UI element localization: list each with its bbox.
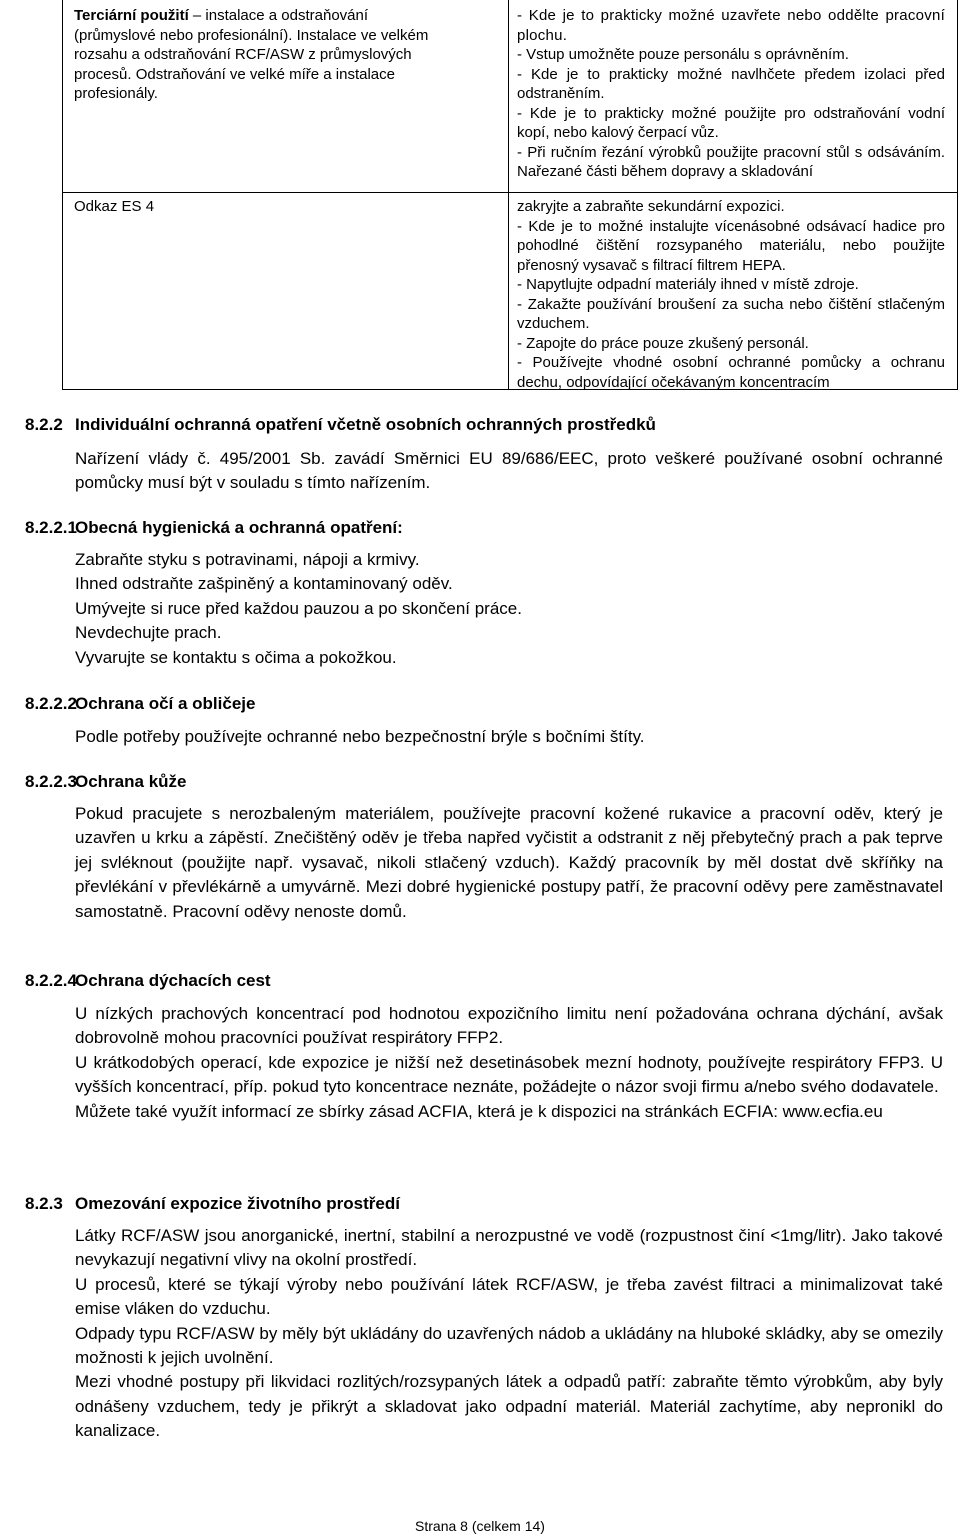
table-cell-reference xyxy=(74,197,434,217)
paragraph: U procesů, které se týkají výroby nebo používání látek RCF/ASW, je třeba zavést filtraci a minimalizovat také emise vláken do vzduchu. xyxy=(75,1274,943,1319)
section-body xyxy=(75,1002,943,1124)
section-body xyxy=(75,1224,943,1444)
table-cell-use-description xyxy=(74,6,434,104)
section-heading: Individuální ochranná opatření včetně osobních ochranných prostředků xyxy=(75,415,656,434)
section-heading: Omezování expozice životního prostředí xyxy=(75,1194,400,1213)
paragraph: Látky RCF/ASW jsou anorganické, inertní, stabilní a nerozpustné ve vodě (rozpustnost činí <1mg/litr). Jako takové nevykazují negativní vlivy na okolní prostředí. xyxy=(75,1226,943,1270)
measure-item: - Napytlujte odpadní materiály ihned v místě zdroje. xyxy=(517,276,859,293)
measure-item: - Kde je to prakticky možné použijte pro odstraňování vodní kopí, nebo kalový čerpací vůz. xyxy=(517,104,945,141)
table-cell-measures-1 xyxy=(517,6,945,182)
measure-item: - Při ručním řezání výrobků použijte pracovní stůl s odsáváním. Nařezané části během dopravy a skladování xyxy=(517,143,945,180)
page-footer: Strana 8 (celkem 14) xyxy=(415,1518,545,1534)
measure-item: - Kde je to prakticky možné navlhčete předem izolaci před odstraněním. xyxy=(517,65,945,102)
section-number: 8.2.3 xyxy=(25,1194,63,1213)
table-cell-measures-2 xyxy=(517,197,945,392)
measure-item: - Používejte vhodné osobní ochranné pomůcky a ochranu dechu, odpovídající očekávaným koncentracím xyxy=(517,354,945,391)
measure-item: - Kde je to možné instalujte vícenásobné odsávací hadice pro pohodlné čištění rozsypaného materiálu, nebo použijte přenosný vysavač s filtrací filtrem HEPA. xyxy=(517,217,945,274)
paragraph: Vyvarujte se kontaktu s očima a pokožkou. xyxy=(75,647,397,667)
section-heading: Ochrana kůže xyxy=(75,772,187,791)
table-column-divider xyxy=(508,0,509,389)
paragraph: Podle potřeby používejte ochranné nebo bezpečnostní brýle s bočními štíty. xyxy=(75,727,645,746)
paragraph: Ihned odstraňte zašpiněný a kontaminovaný oděv. xyxy=(75,574,453,594)
section-heading: Ochrana očí a obličeje xyxy=(75,694,256,713)
measure-item: - Zakažte používání broušení za sucha nebo čištění stlačeným vzduchem. xyxy=(517,295,945,332)
paragraph: Můžete také využít informací ze sbírky zásad ACFIA, která je k dispozici na stránkách ECFIA: www.ecfia.eu xyxy=(75,1101,883,1121)
paragraph: Nevdechujte prach. xyxy=(75,623,222,643)
paragraph: Nařízení vlády č. 495/2001 Sb. zavádí Směrnici EU 89/686/EEC, proto veškeré používané osobní ochranné pomůcky musí být v souladu s tímto nařízením. xyxy=(75,449,943,493)
use-label: Terciární použití xyxy=(74,7,189,24)
paragraph: Umývejte si ruce před každou pauzou a po skončení práce. xyxy=(75,598,522,618)
paragraph: Mezi vhodné postupy při likvidaci rozlitých/rozsypaných látek a odpadů patří: zabraňte těmto výrobkům, aby byly odnášeny vzduchem, tedy je přikrýt a skladovat jako odpadní materiál. Materiál zachytíme, aby nepronikl do kanalizace. xyxy=(75,1372,943,1441)
section-body xyxy=(75,725,943,749)
section-number: 8.2.2.3 xyxy=(25,772,77,791)
section-heading: Obecná hygienická a ochranná opatření: xyxy=(75,518,403,537)
section-body xyxy=(75,802,943,924)
section-body xyxy=(75,447,943,496)
paragraph: Odpady typu RCF/ASW by měly být ukládány do uzavřených nádob a ukládány na hluboké skládky, aby se omezily možnosti k jejich uvolnění. xyxy=(75,1323,943,1368)
es-reference: Odkaz ES 4 xyxy=(74,198,155,215)
paragraph: Pokud pracujete s nerozbaleným materiálem, používejte pracovní kožené rukavice a pracovní oděv, který je uzavřen u krku a zápěstí. Znečištěný oděv je třeba napřed vyčistit a odstranit z něj přebytečný prach a pak teprve jej svléknout (použijte např. vysavač, nikoli stlačený vzduch). Každý pracovník by měl dostat dvě skříňky na převlékání v převlékárně a umyvárně. Mezi dobré hygienické postupy patří, že pracovní oděvy pere zaměstnavatel samostatně. Pracovní oděvy nenoste domů. xyxy=(75,804,943,921)
use-description: – instalace a odstraňování (průmyslové nebo profesionální). Instalace ve velkém rozsahu a odstraňování RCF/ASW z průmyslových procesů. Odstraňování ve velké míře a instalace profesionály. xyxy=(74,7,429,102)
section-number: 8.2.2.1 xyxy=(25,518,77,537)
section-number: 8.2.2.4 xyxy=(25,971,77,990)
measure-item: zakryjte a zabraňte sekundární expozici. xyxy=(517,198,785,215)
measure-item: - Vstup umožněte pouze personálu s oprávněním. xyxy=(517,46,849,63)
section-number: 8.2.2 xyxy=(25,415,63,434)
table-row-divider xyxy=(63,192,957,193)
paragraph: U nízkých prachových koncentrací pod hodnotou expozičního limitu není požadována ochrana dýchání, avšak dobrovolně mohou pracovníci používat respirátory FFP2. xyxy=(75,1004,943,1048)
section-body xyxy=(75,548,943,670)
paragraph: Zabraňte styku s potravinami, nápoji a krmivy. xyxy=(75,550,420,569)
section-number: 8.2.2.2 xyxy=(25,694,77,713)
section-heading: Ochrana dýchacích cest xyxy=(75,971,271,990)
paragraph: U krátkodobých operací, kde expozice je nižší než desetinásobek mezní hodnoty, používejte respirátory FFP3. U vyšších koncentrací, příp. pokud tyto koncentrace neznáte, požádejte o názor svoji firmu a/nebo svého dodavatele. xyxy=(75,1052,943,1097)
measure-item: - Kde je to prakticky možné uzavřete nebo oddělte pracovní plochu. xyxy=(517,7,945,44)
measure-item: - Zapojte do práce pouze zkušený personál. xyxy=(517,334,809,352)
